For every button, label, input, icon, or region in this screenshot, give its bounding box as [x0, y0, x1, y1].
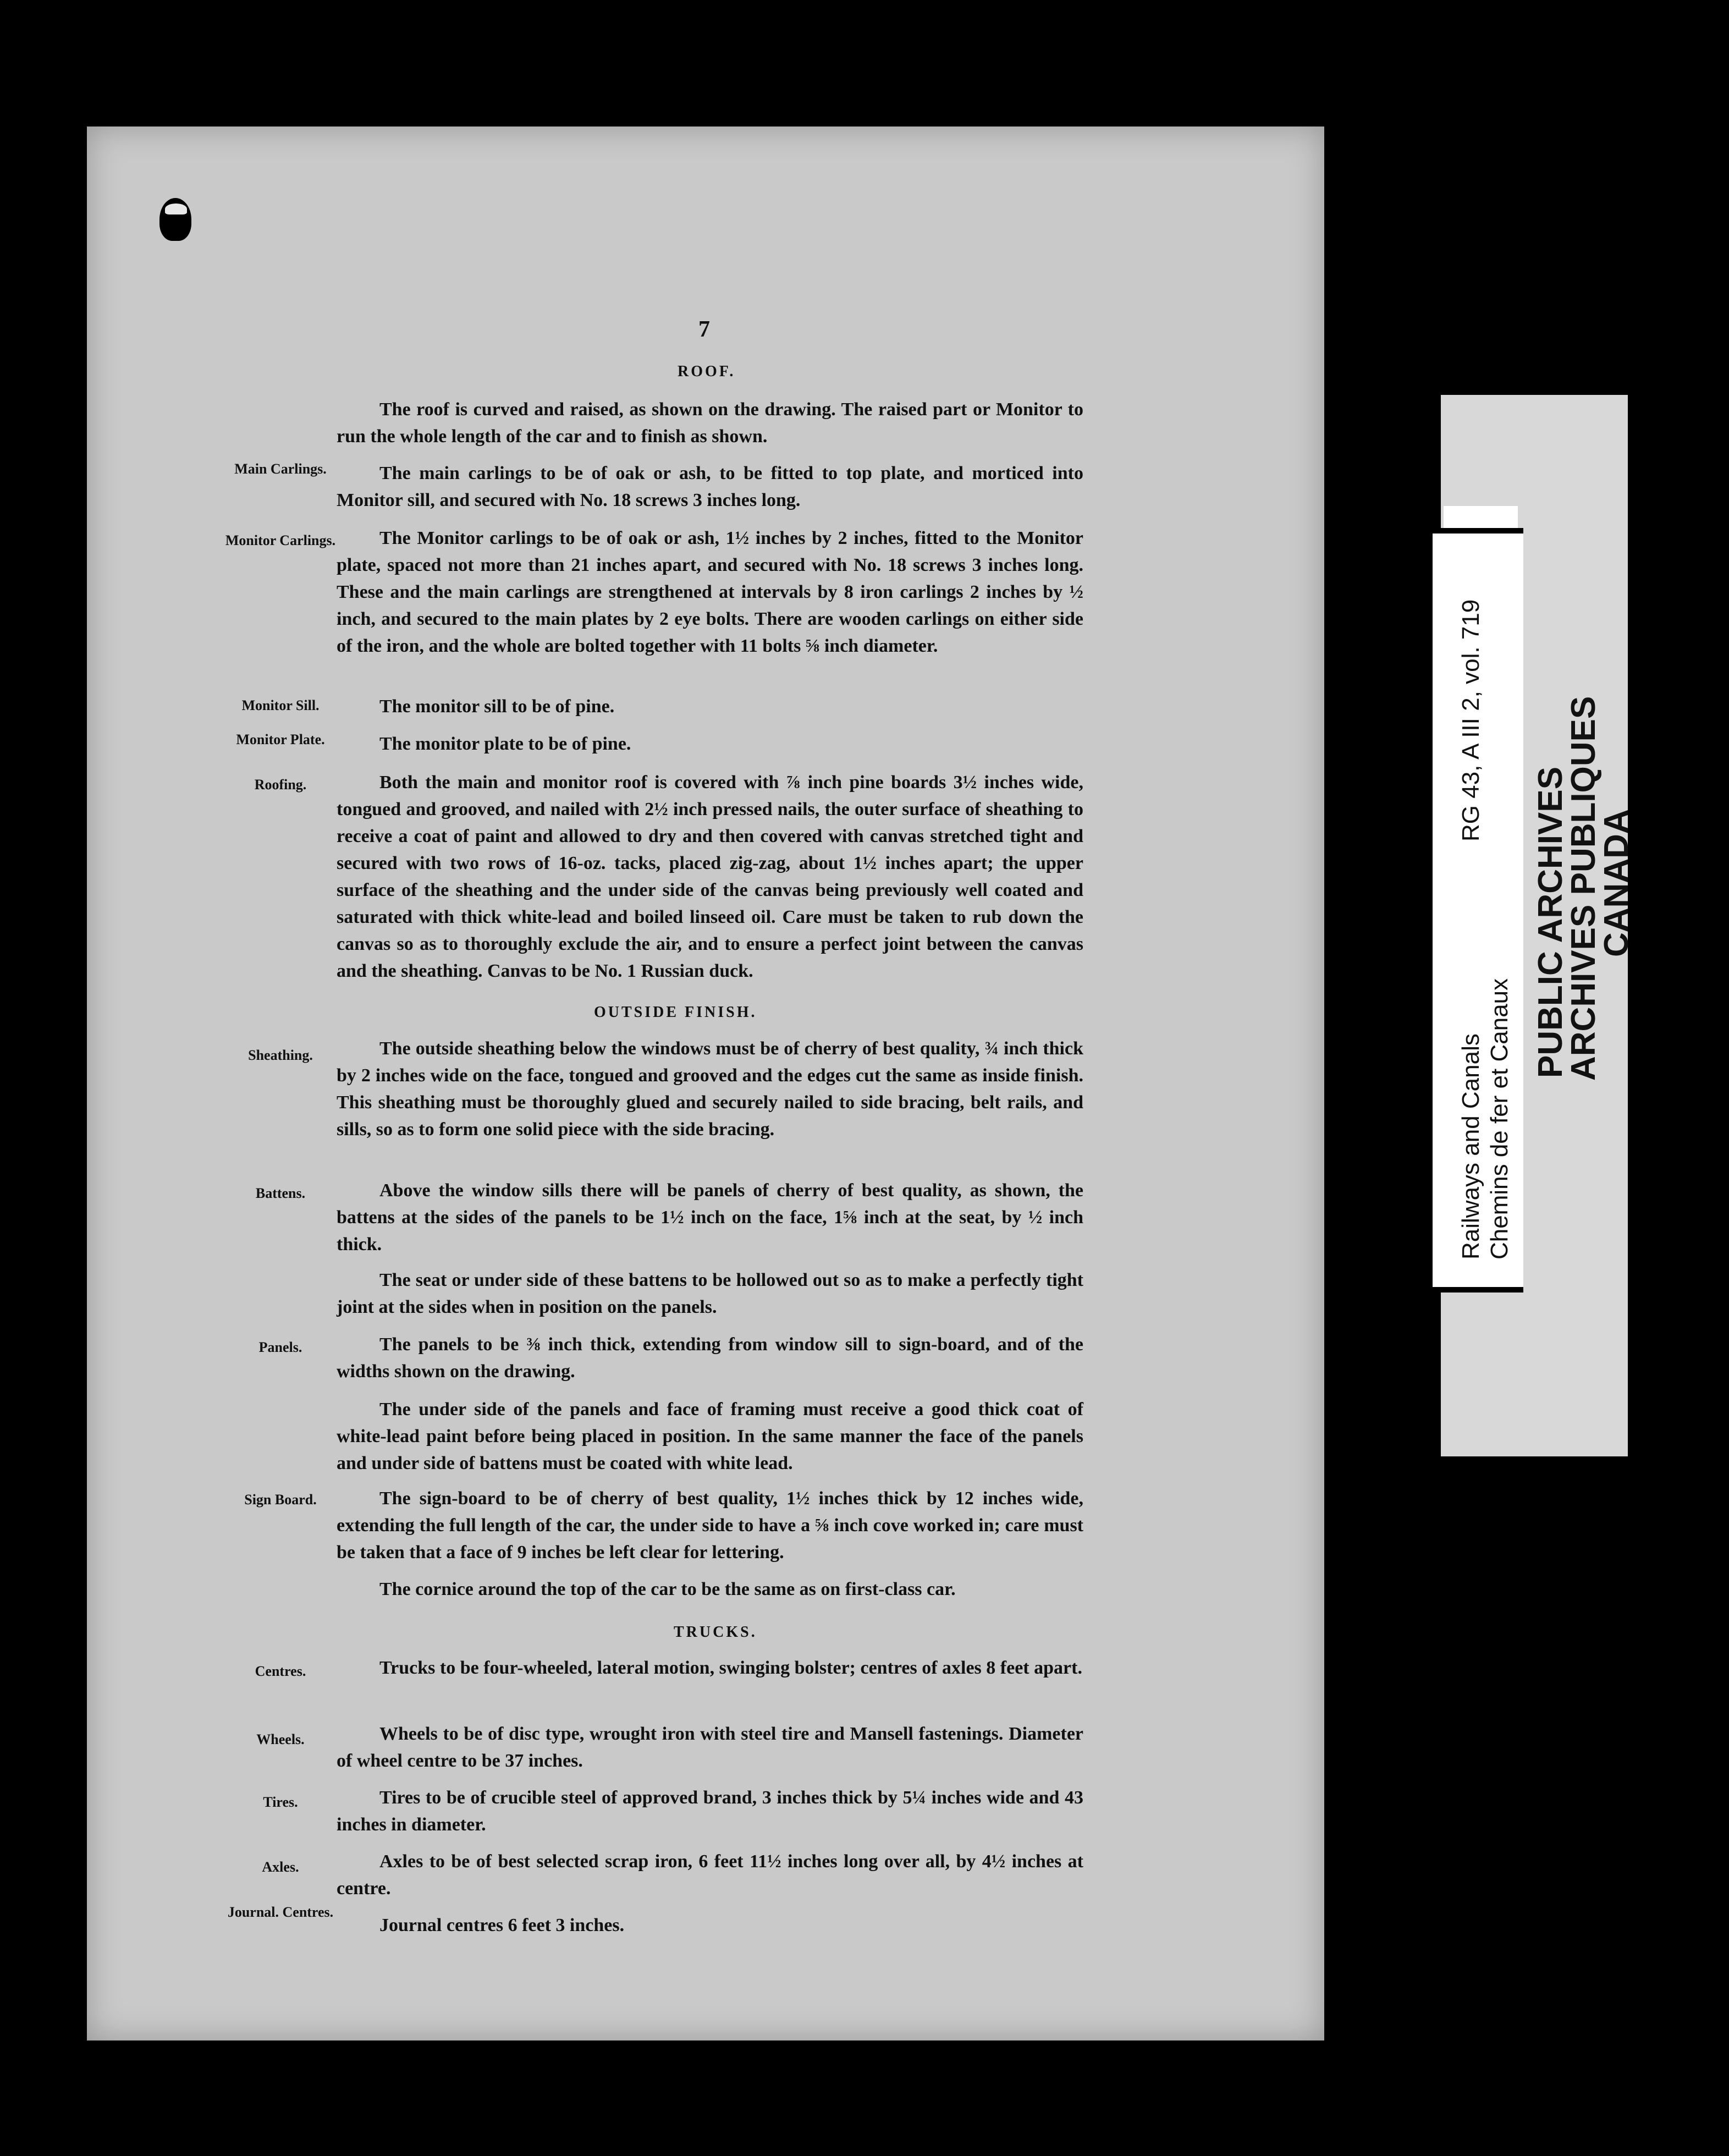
side-label-battens: Battens.	[255, 1185, 306, 1201]
side-label-monitor-plate: Monitor Plate.	[236, 732, 325, 747]
paragraph-centres: Trucks to be four-wheeled, lateral motion, swinging bolster; centres of axles 8 feet apart.	[379, 1658, 1082, 1678]
paragraph-wheels: Wheels to be of disc type, wrought iron with steel tire and Mansell fastenings. Diameter of wheel centre to be 37 inches.	[337, 1724, 1083, 1771]
paragraph-roofing: Both the main and monitor roof is covered with ⅞ inch pine boards 3½ inches wide, tongued and grooved, and nailed with 2½ inch pressed nails, the outer surface of sheathing to receive a coat of paint and allowed to dry and then covered with canvas stretched tight and secured with two rows of 16-oz. tacks, placed zig-zag, about 1½ inches apart; the upper surface of the sheathing and the under side of the canvas being previously well coated and saturated with thick white-lead and boiled linseed oil. Care must be taken to rub down the canvas so as to thoroughly exclude the air, and to ensure a perfect joint between the canvas and the sheathing. Canvas to be No. 1 Russian duck.	[337, 772, 1083, 981]
paragraph-panels: The panels to be ⅜ inch thick, extending from window sill to sign-board, and of the widths shown on the drawing.	[337, 1334, 1083, 1382]
archive-series-en: Railways and Canals	[1457, 1033, 1484, 1260]
side-label-journal-centres: Journal. Centres.	[227, 1904, 334, 1920]
paragraph-panels-paint: The under side of the panels and face of framing must receive a good thick coat of white-lead paint before being placed in position. In the same manner the face of the panels and under side of battens must be coated with white lead.	[337, 1399, 1083, 1473]
section-heading-roof: ROOF.	[678, 363, 736, 380]
archive-stamp-country: CANADA	[1598, 809, 1636, 957]
paragraph-journal-centres: Journal centres 6 feet 3 inches.	[379, 1915, 625, 1935]
binding-hole	[159, 198, 191, 241]
paragraph-axles: Axles to be of best selected scrap iron, 6 feet 11½ inches long over all, by 4½ inches at centre.	[337, 1851, 1083, 1899]
side-label-axles: Axles.	[262, 1859, 299, 1875]
paragraph-main-carlings: The main carlings to be of oak or ash, to be fitted to top plate, and morticed into Monitor sill, and secured with No. 18 screws 3 inches long.	[337, 463, 1083, 510]
side-label-sign-board: Sign Board.	[244, 1492, 317, 1508]
archive-reference: RG 43, A III 2, vol. 719	[1457, 599, 1484, 842]
side-label-sheathing: Sheathing.	[248, 1047, 313, 1063]
paragraph-sign-board: The sign-board to be of cherry of best quality, 1½ inches thick by 12 inches wide, extending the full length of the car, the under side to have a ⅝ inch cove worked in; care must be taken that a face of 9 inches be left clear for lettering.	[337, 1488, 1083, 1563]
side-label-main-carlings: Main Carlings.	[234, 461, 327, 477]
side-label-tires: Tires.	[263, 1794, 298, 1810]
side-label-roofing: Roofing.	[254, 777, 307, 793]
archive-series-fr: Chemins de fer et Canaux	[1486, 978, 1513, 1260]
paragraph-monitor-plate: The monitor plate to be of pine.	[379, 734, 631, 754]
side-label-monitor-carlings: Monitor Carlings.	[225, 532, 336, 548]
paragraph-roof: The roof is curved and raised, as shown on the drawing. The raised part or Monitor to run the whole length of the car and to finish as shown.	[337, 399, 1083, 447]
side-label-wheels: Wheels.	[256, 1731, 305, 1747]
paragraph-battens-seat: The seat or under side of these battens to be hollowed out so as to make a perfectly tight joint at the sides when in position on the panels.	[337, 1270, 1083, 1317]
paragraph-sheathing: The outside sheathing below the windows must be of cherry of best quality, ¾ inch thick by 2 inches wide on the face, tongued and grooved and the edges cut the same as inside finish. This sheathing must be thoroughly glued and securely nailed to side bracing, belt rails, and sills, so as to form one solid piece with the side bracing.	[337, 1038, 1083, 1140]
archive-stamp-en: PUBLIC ARCHIVES	[1532, 766, 1570, 1078]
section-heading-trucks: TRUCKS.	[674, 1624, 757, 1641]
side-label-centres: Centres.	[255, 1663, 306, 1679]
side-label-panels: Panels.	[258, 1339, 302, 1355]
archive-stamp-fr: ARCHIVES PUBLIQUES	[1565, 696, 1603, 1081]
paragraph-monitor-carlings: The Monitor carlings to be of oak or ash, 1½ inches by 2 inches, fitted to the Monitor plate, spaced not more than 21 inches apart, and secured with No. 18 screws 3 inches long. These and the main carlings are strengthened at intervals by 8 iron carlings 2 inches by ½ inch, and secured to the main plates by 2 eye bolts. There are wooden carlings on either side of the iron, and the whole are bolted together with 11 bolts ⅝ inch diameter.	[337, 528, 1083, 656]
section-heading-outside-finish: OUTSIDE FINISH.	[594, 1004, 757, 1021]
paragraph-tires: Tires to be of crucible steel of approved brand, 3 inches thick by 5¼ inches wide and 43 inches in diameter.	[337, 1788, 1083, 1835]
side-label-monitor-sill: Monitor Sill.	[241, 697, 320, 713]
page-number: 7	[698, 317, 710, 342]
paragraph-battens: Above the window sills there will be panels of cherry of best quality, as shown, the battens at the sides of the panels to be 1½ inch on the face, 1⅝ inch at the seat, by ½ inch thick.	[337, 1180, 1083, 1255]
paragraph-cornice: The cornice around the top of the car to be the same as on first-class car.	[379, 1579, 956, 1599]
paragraph-monitor-sill: The monitor sill to be of pine.	[379, 696, 615, 717]
